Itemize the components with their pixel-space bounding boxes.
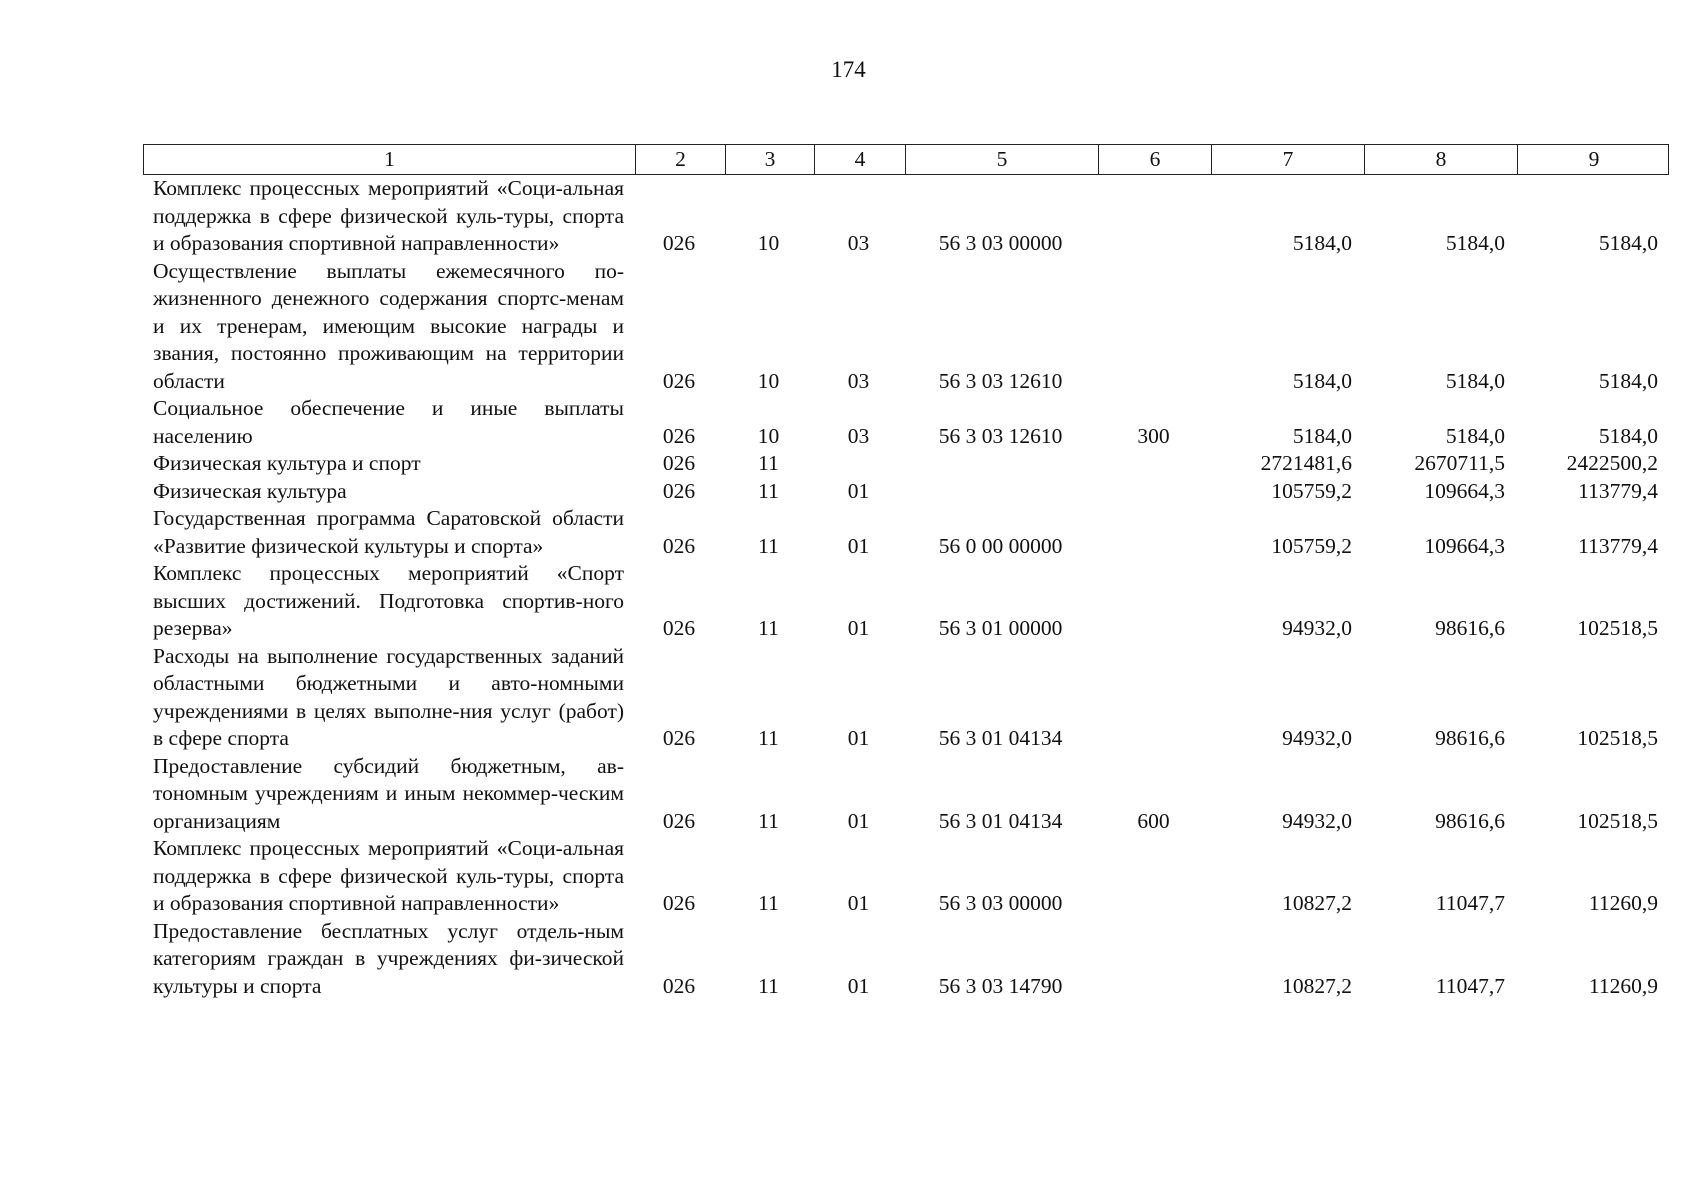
row-cell-col2: 026	[662, 423, 696, 448]
row-cell-col9: 5184,0	[1598, 368, 1658, 393]
table-body	[143, 175, 1669, 1000]
row-cell-col4: 01	[847, 891, 870, 915]
row-description: Государственная программа Саратовской области «Развитие физической культуры и спорта»	[153, 506, 624, 558]
table-row	[143, 835, 1669, 918]
row-cell-col2: 026	[662, 726, 696, 750]
row-cell-col9: 5184,0	[1598, 423, 1658, 448]
row-description: Комплекс процессных мероприятий «Соци-альная поддержка в сфере физической куль-туры, спорта и образования спортивной направленности»	[153, 836, 624, 915]
row-cell-col3: 11	[758, 726, 779, 750]
row-cell-col4: 03	[847, 368, 870, 393]
header-cell-4: 4	[814, 145, 905, 174]
row-cell-col2: 026	[662, 231, 696, 255]
row-cell-col2: 026	[662, 891, 696, 915]
row-cell-col5: 56 3 01 00000	[938, 616, 1063, 640]
row-cell-col5: 56 3 01 04134	[938, 726, 1063, 750]
row-cell-col8: 98616,6	[1435, 808, 1505, 833]
row-cell-col5: 56 0 00 00000	[938, 533, 1063, 558]
row-cell-col8: 109664,3	[1424, 478, 1505, 503]
row-cell-col4: 01	[847, 533, 870, 558]
row-cell-col2: 026	[662, 451, 696, 475]
row-cell-col9: 11260,9	[1588, 973, 1658, 998]
row-cell-col7: 2721481,6	[1260, 451, 1352, 475]
table-row	[143, 450, 1669, 478]
row-cell-col9: 113779,4	[1578, 533, 1658, 558]
row-cell-col9: 102518,5	[1577, 616, 1658, 640]
row-cell-col7: 105759,2	[1271, 533, 1352, 558]
row-cell-col3: 11	[758, 533, 779, 558]
row-cell-col5: 56 3 03 00000	[938, 231, 1063, 255]
row-cell-col9: 5184,0	[1598, 231, 1658, 255]
row-cell-col9: 102518,5	[1577, 726, 1658, 750]
row-cell-col5: 56 3 01 04134	[938, 808, 1063, 833]
header-cell-9: 9	[1517, 145, 1670, 174]
table-header	[143, 144, 1669, 175]
table-row	[143, 753, 1669, 836]
row-cell-col9: 11260,9	[1588, 891, 1658, 915]
row-cell-col7: 94932,0	[1282, 616, 1352, 640]
table-row	[143, 643, 1669, 753]
row-cell-col4: 01	[847, 616, 870, 640]
row-cell-col7: 5184,0	[1292, 423, 1352, 448]
row-cell-col7: 94932,0	[1282, 808, 1352, 833]
row-cell-col8: 5184,0	[1445, 423, 1505, 448]
row-description: Расходы на выполнение государственных заданий областными бюджетными и авто-номными учреждениями в целях выполне-ния услуг (работ) в сфере спорта	[153, 643, 624, 750]
row-cell-col9: 113779,4	[1578, 478, 1658, 503]
row-cell-col7: 10827,2	[1282, 891, 1352, 915]
row-cell-col4: 03	[847, 423, 870, 448]
row-cell-col4: 01	[847, 478, 870, 503]
row-cell-col2: 026	[662, 533, 696, 558]
row-cell-col8: 2670711,5	[1414, 451, 1505, 475]
row-cell-col2: 026	[662, 368, 696, 393]
row-cell-col3: 10	[757, 423, 780, 448]
row-description: Физическая культура и спорт	[153, 451, 421, 475]
row-cell-col5: 56 3 03 00000	[938, 891, 1063, 915]
row-cell-col3: 11	[758, 973, 779, 998]
row-description: Физическая культура	[153, 478, 347, 503]
table-row	[143, 505, 1669, 560]
row-cell-col2: 026	[662, 808, 696, 833]
row-cell-col8: 109664,3	[1424, 533, 1505, 558]
row-description: Социальное обеспечение и иные выплаты населению	[153, 396, 624, 448]
row-cell-col5: 56 3 03 14790	[938, 973, 1063, 998]
row-cell-col7: 105759,2	[1271, 478, 1352, 503]
row-description: Комплекс процессных мероприятий «Спорт высших достижений. Подготовка спортив-ного резерва»	[153, 561, 624, 640]
table-row	[143, 395, 1669, 450]
row-cell-col7: 10827,2	[1282, 973, 1352, 998]
row-cell-col4: 01	[847, 808, 870, 833]
row-cell-col5: 56 3 03 12610	[938, 423, 1063, 448]
row-cell-col4: 01	[847, 973, 870, 998]
row-cell-col9: 2422500,2	[1566, 451, 1658, 475]
header-cell-8: 8	[1364, 145, 1517, 174]
row-cell-col8: 5184,0	[1445, 231, 1505, 255]
table-row	[143, 560, 1669, 643]
row-cell-col3: 11	[758, 616, 779, 640]
row-cell-col9: 102518,5	[1577, 808, 1658, 833]
header-cell-6: 6	[1098, 145, 1211, 174]
row-cell-col8: 98616,6	[1435, 726, 1505, 750]
header-cell-1: 1	[384, 147, 395, 171]
row-cell-col7: 5184,0	[1292, 231, 1352, 255]
page-number: 174	[831, 57, 866, 82]
row-cell-col3: 11	[758, 808, 779, 833]
budget-table	[143, 144, 1669, 1000]
row-description: Комплекс процессных мероприятий «Соци-альная поддержка в сфере физической куль-туры, спорта и образования спортивной направленности»	[153, 176, 624, 255]
row-cell-col3: 11	[758, 891, 779, 915]
row-cell-col6: 600	[1137, 808, 1170, 833]
row-cell-col3: 10	[757, 368, 780, 393]
row-cell-col8: 11047,7	[1435, 973, 1505, 998]
row-cell-col7: 5184,0	[1292, 368, 1352, 393]
row-cell-col3: 11	[758, 451, 779, 475]
row-cell-col5: 56 3 03 12610	[938, 368, 1063, 393]
row-cell-col6: 300	[1137, 423, 1170, 448]
header-cell-2: 2	[635, 145, 725, 174]
table-row	[143, 478, 1669, 506]
row-cell-col7: 94932,0	[1282, 726, 1352, 750]
row-cell-col3: 10	[757, 231, 780, 255]
row-cell-col8: 98616,6	[1435, 616, 1505, 640]
table-row	[143, 175, 1669, 258]
row-cell-col4: 01	[847, 726, 870, 750]
row-cell-col8: 11047,7	[1435, 891, 1505, 915]
row-cell-col2: 026	[662, 616, 696, 640]
row-description: Предоставление бесплатных услуг отдель-ным категориям граждан в учреждениях фи-зической культуры и спорта	[153, 918, 624, 998]
header-cell-7: 7	[1211, 145, 1364, 174]
row-cell-col3: 11	[758, 478, 779, 503]
row-cell-col8: 5184,0	[1445, 368, 1505, 393]
row-cell-col4: 03	[847, 231, 870, 255]
header-cell-3: 3	[725, 145, 814, 174]
table-row	[143, 918, 1669, 1001]
row-description: Предоставление субсидий бюджетным, ав-тономным учреждениям и иным некоммер-ческим организациям	[153, 753, 624, 833]
header-cell-5: 5	[905, 145, 1098, 174]
table-row	[143, 258, 1669, 396]
row-cell-col2: 026	[662, 973, 696, 998]
row-cell-col2: 026	[662, 478, 696, 503]
row-description: Осуществление выплаты ежемесячного по-жизненного денежного содержания спортс-менам и их тренерам, имеющим высокие награды и звания, постоянно проживающим на территории области	[153, 258, 624, 393]
